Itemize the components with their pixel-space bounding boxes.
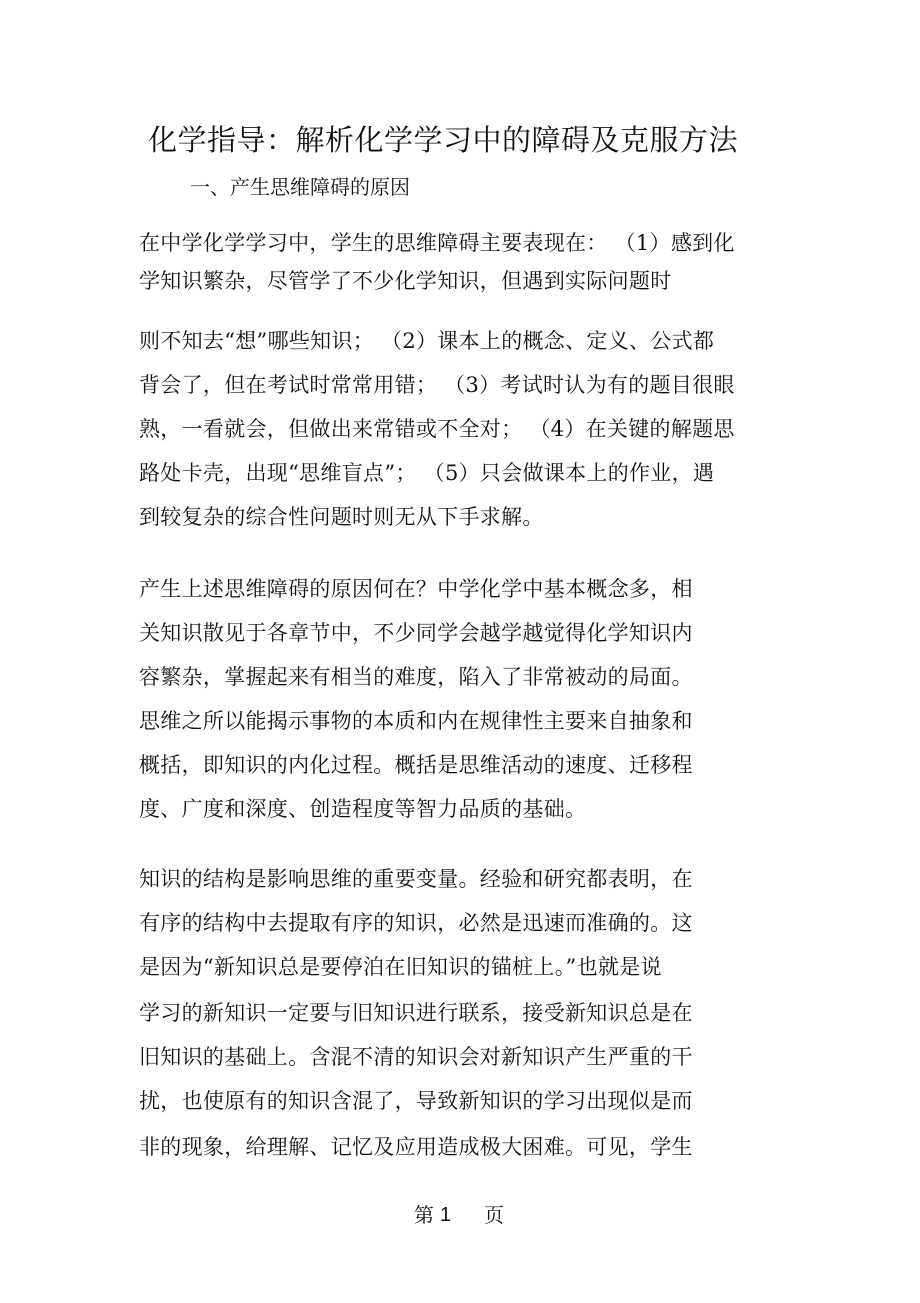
paragraph-3-line-1: 产生上述思维障碍的原因何在？中学化学中基本概念多，相	[139, 577, 693, 601]
paragraph-4-line-3: 是因为“新知识总是要停泊在旧知识的锚桩上。”也就是说	[139, 955, 662, 979]
paragraph-4-line-6: 扰，也使原有的知识含混了，导致新知识的学习出现似是而	[139, 1089, 693, 1113]
document-title: 化学指导：解析化学学习中的障碍及克服方法	[148, 123, 739, 157]
page-footer-suffix: 页	[484, 1203, 504, 1227]
paragraph-3-line-6: 度、广度和深度、创造程度等智力品质的基础。	[139, 797, 587, 821]
paragraph-4-line-2: 有序的结构中去提取有序的知识，必然是迅速而准确的。这	[139, 911, 693, 935]
page-number: 1	[440, 1204, 452, 1226]
paragraph-3-line-5: 概括，即知识的内化过程。概括是思维活动的速度、迁移程	[139, 753, 693, 777]
paragraph-3-line-2: 关知识散见于各章节中，不少同学会越学越觉得化学知识内	[139, 621, 693, 645]
paragraph-1-line-2: 学知识繁杂，尽管学了不少化学知识，但遇到实际问题时	[139, 269, 672, 293]
paragraph-4-line-7: 非的现象，给理解、记忆及应用造成极大困难。可见，学生	[139, 1135, 693, 1159]
page-footer-prefix: 第	[414, 1203, 434, 1227]
paragraph-4-line-5: 旧知识的基础上。含混不清的知识会对新知识产生严重的干	[139, 1045, 693, 1069]
paragraph-2-line-2: 背会了，但在考试时常常用错； （3）考试时认为有的题目很眼	[139, 373, 735, 397]
paragraph-1-line-1: 在中学化学学习中，学生的思维障碍主要表现在： （1）感到化	[139, 231, 735, 255]
paragraph-2-line-4: 路处卡壳，出现“思维盲点”； （5）只会做课本上的作业，遇	[139, 461, 715, 485]
paragraph-3-line-4: 思维之所以能揭示事物的本质和内在规律性主要来自抽象和	[139, 709, 693, 733]
paragraph-2-line-3: 熟，一看就会，但做出来常错或不全对； （4）在关键的解题思	[139, 417, 735, 441]
paragraph-2-line-1: 则不知去“想”哪些知识； （2）课本上的概念、定义、公式都	[139, 329, 715, 353]
paragraph-3-line-3: 容繁杂，掌握起来有相当的难度，陷入了非常被动的局面。	[139, 665, 693, 689]
paragraph-2-line-5: 到较复杂的综合性问题时则无从下手求解。	[139, 505, 544, 529]
paragraph-4-line-1: 知识的结构是影响思维的重要变量。经验和研究都表明，在	[139, 867, 693, 891]
paragraph-4-line-4: 学习的新知识一定要与旧知识进行联系，接受新知识总是在	[139, 1001, 693, 1025]
section-heading: 一、产生思维障碍的原因	[190, 175, 410, 199]
